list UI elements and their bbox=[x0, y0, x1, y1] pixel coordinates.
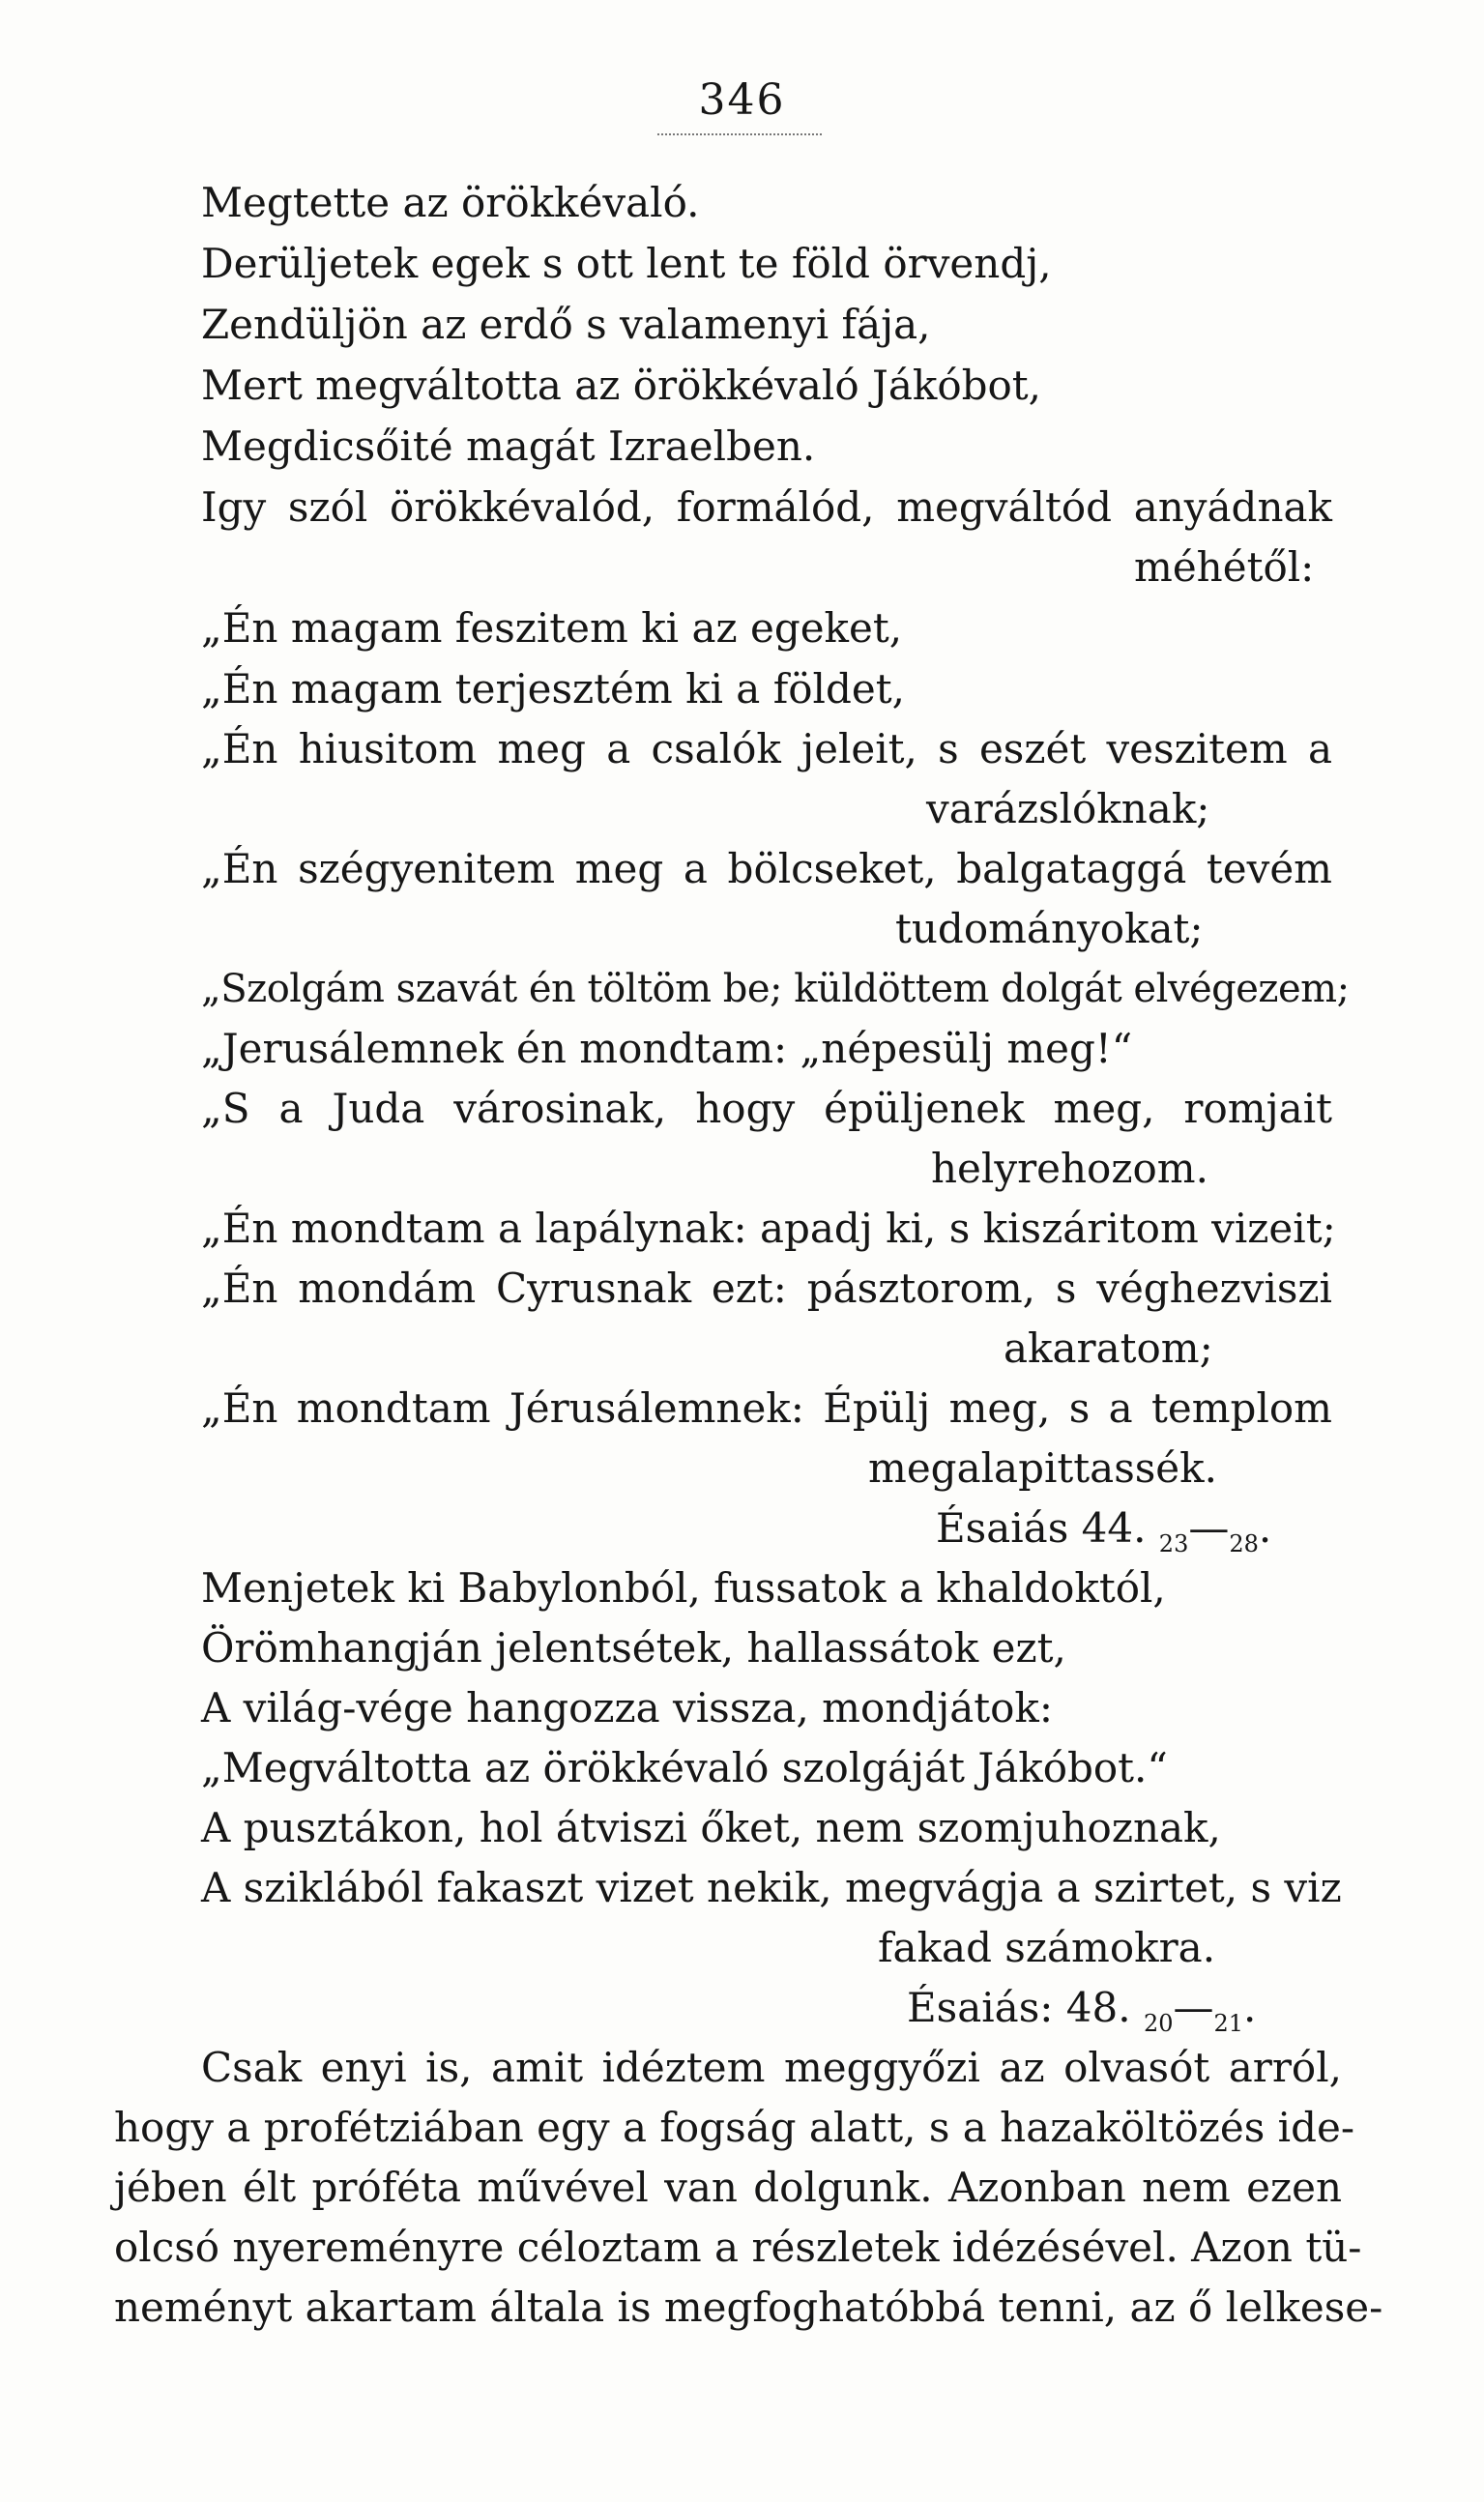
text-line: Megdicsőité magát Izraelben. bbox=[201, 422, 816, 470]
text-line: „Én magam feszitem ki az egeket, bbox=[201, 604, 903, 652]
text-line: „Én mondám Cyrusnak ezt: pásztorom, s véghezviszi bbox=[201, 1265, 1332, 1312]
text-line-continuation: méhétől: bbox=[1134, 543, 1315, 591]
text-line: A sziklából fakaszt vizet nekik, megvágja a szirtet, s viz bbox=[201, 1864, 1342, 1911]
text-line-continuation: akaratom; bbox=[1004, 1324, 1213, 1372]
text-line: „Szolgám szavát én töltöm be; küldöttem dolgát elvégezem; bbox=[201, 967, 1350, 1011]
text-line-continuation: helyrehozom. bbox=[931, 1145, 1208, 1192]
text-line: A pusztákon, hol átviszi őket, nem szomjuhoznak, bbox=[201, 1804, 1221, 1851]
text-line: „Én mondtam Jérusálemnek: Épülj meg, s a templom bbox=[201, 1384, 1332, 1432]
text-line-continuation: varázslóknak; bbox=[926, 785, 1210, 832]
text-line: Mert megváltotta az örökkévaló Jákóbot, bbox=[201, 362, 1042, 409]
text-line: „Én hiusitom meg a csalók jeleit, s eszét veszitem a bbox=[201, 725, 1332, 772]
text-line: „Én magam terjesztém ki a földet, bbox=[201, 665, 905, 713]
text-line-continuation: fakad számokra. bbox=[878, 1924, 1216, 1971]
text-line: „Én mondtam a lapálynak: apadj ki, s kiszáritom vizeit; bbox=[201, 1205, 1336, 1252]
text-line: neményt akartam általa is megfoghatóbbá tenni, az ő lelkese- bbox=[114, 2284, 1383, 2331]
page-number: 346 bbox=[698, 75, 786, 125]
text-line: Menjetek ki Babylonból, fussatok a khaldoktól, bbox=[201, 1564, 1166, 1612]
text-line: Csak enyi is, amit idéztem meggyőzi az olvasót arról, bbox=[201, 2044, 1342, 2091]
text-line: hogy a profétziában egy a fogság alatt, s a hazaköltözés ide- bbox=[114, 2104, 1355, 2151]
text-line: Örömhangján jelentsétek, hallassátok ezt, bbox=[201, 1624, 1066, 1672]
text-line-continuation: megalapittassék. bbox=[868, 1444, 1217, 1492]
text-line: A világ-vége hangozza vissza, mondjátok: bbox=[201, 1684, 1054, 1731]
text-line: „Megváltotta az örökkévaló szolgáját Jákóbot.“ bbox=[201, 1744, 1168, 1791]
text-line: „Jerusálemnek én mondtam: „népesülj meg!“ bbox=[201, 1025, 1133, 1072]
text-line: Zendüljön az erdő s valamenyi fája, bbox=[201, 301, 931, 348]
citation-esaias-44: Ésaiás 44. $_{23}—_{28}$. bbox=[936, 1504, 1272, 1557]
text-line-continuation: tudományokat; bbox=[895, 905, 1204, 952]
text-line: Igy szól örökkévalód, formálód, megváltód anyádnak bbox=[201, 483, 1332, 531]
text-line: jében élt próféta művével van dolgunk. Azonban nem ezen bbox=[114, 2164, 1342, 2211]
text-line: „Én szégyenitem meg a bölcseket, balgataggá tevém bbox=[201, 845, 1332, 892]
text-line: olcsó nyereményre céloztam a részletek idézésével. Azon tü- bbox=[114, 2224, 1362, 2271]
citation-esaias-48: Ésaiás: 48. $_{20}—_{21}$. bbox=[907, 1984, 1257, 2037]
text-line: „S a Juda városinak, hogy épüljenek meg, romjait bbox=[201, 1085, 1332, 1132]
page-number-ornament bbox=[657, 133, 822, 137]
text-line: Derüljetek egek s ott lent te föld örvendj, bbox=[201, 240, 1052, 287]
text-line: Megtette az örökkévaló. bbox=[201, 179, 700, 226]
